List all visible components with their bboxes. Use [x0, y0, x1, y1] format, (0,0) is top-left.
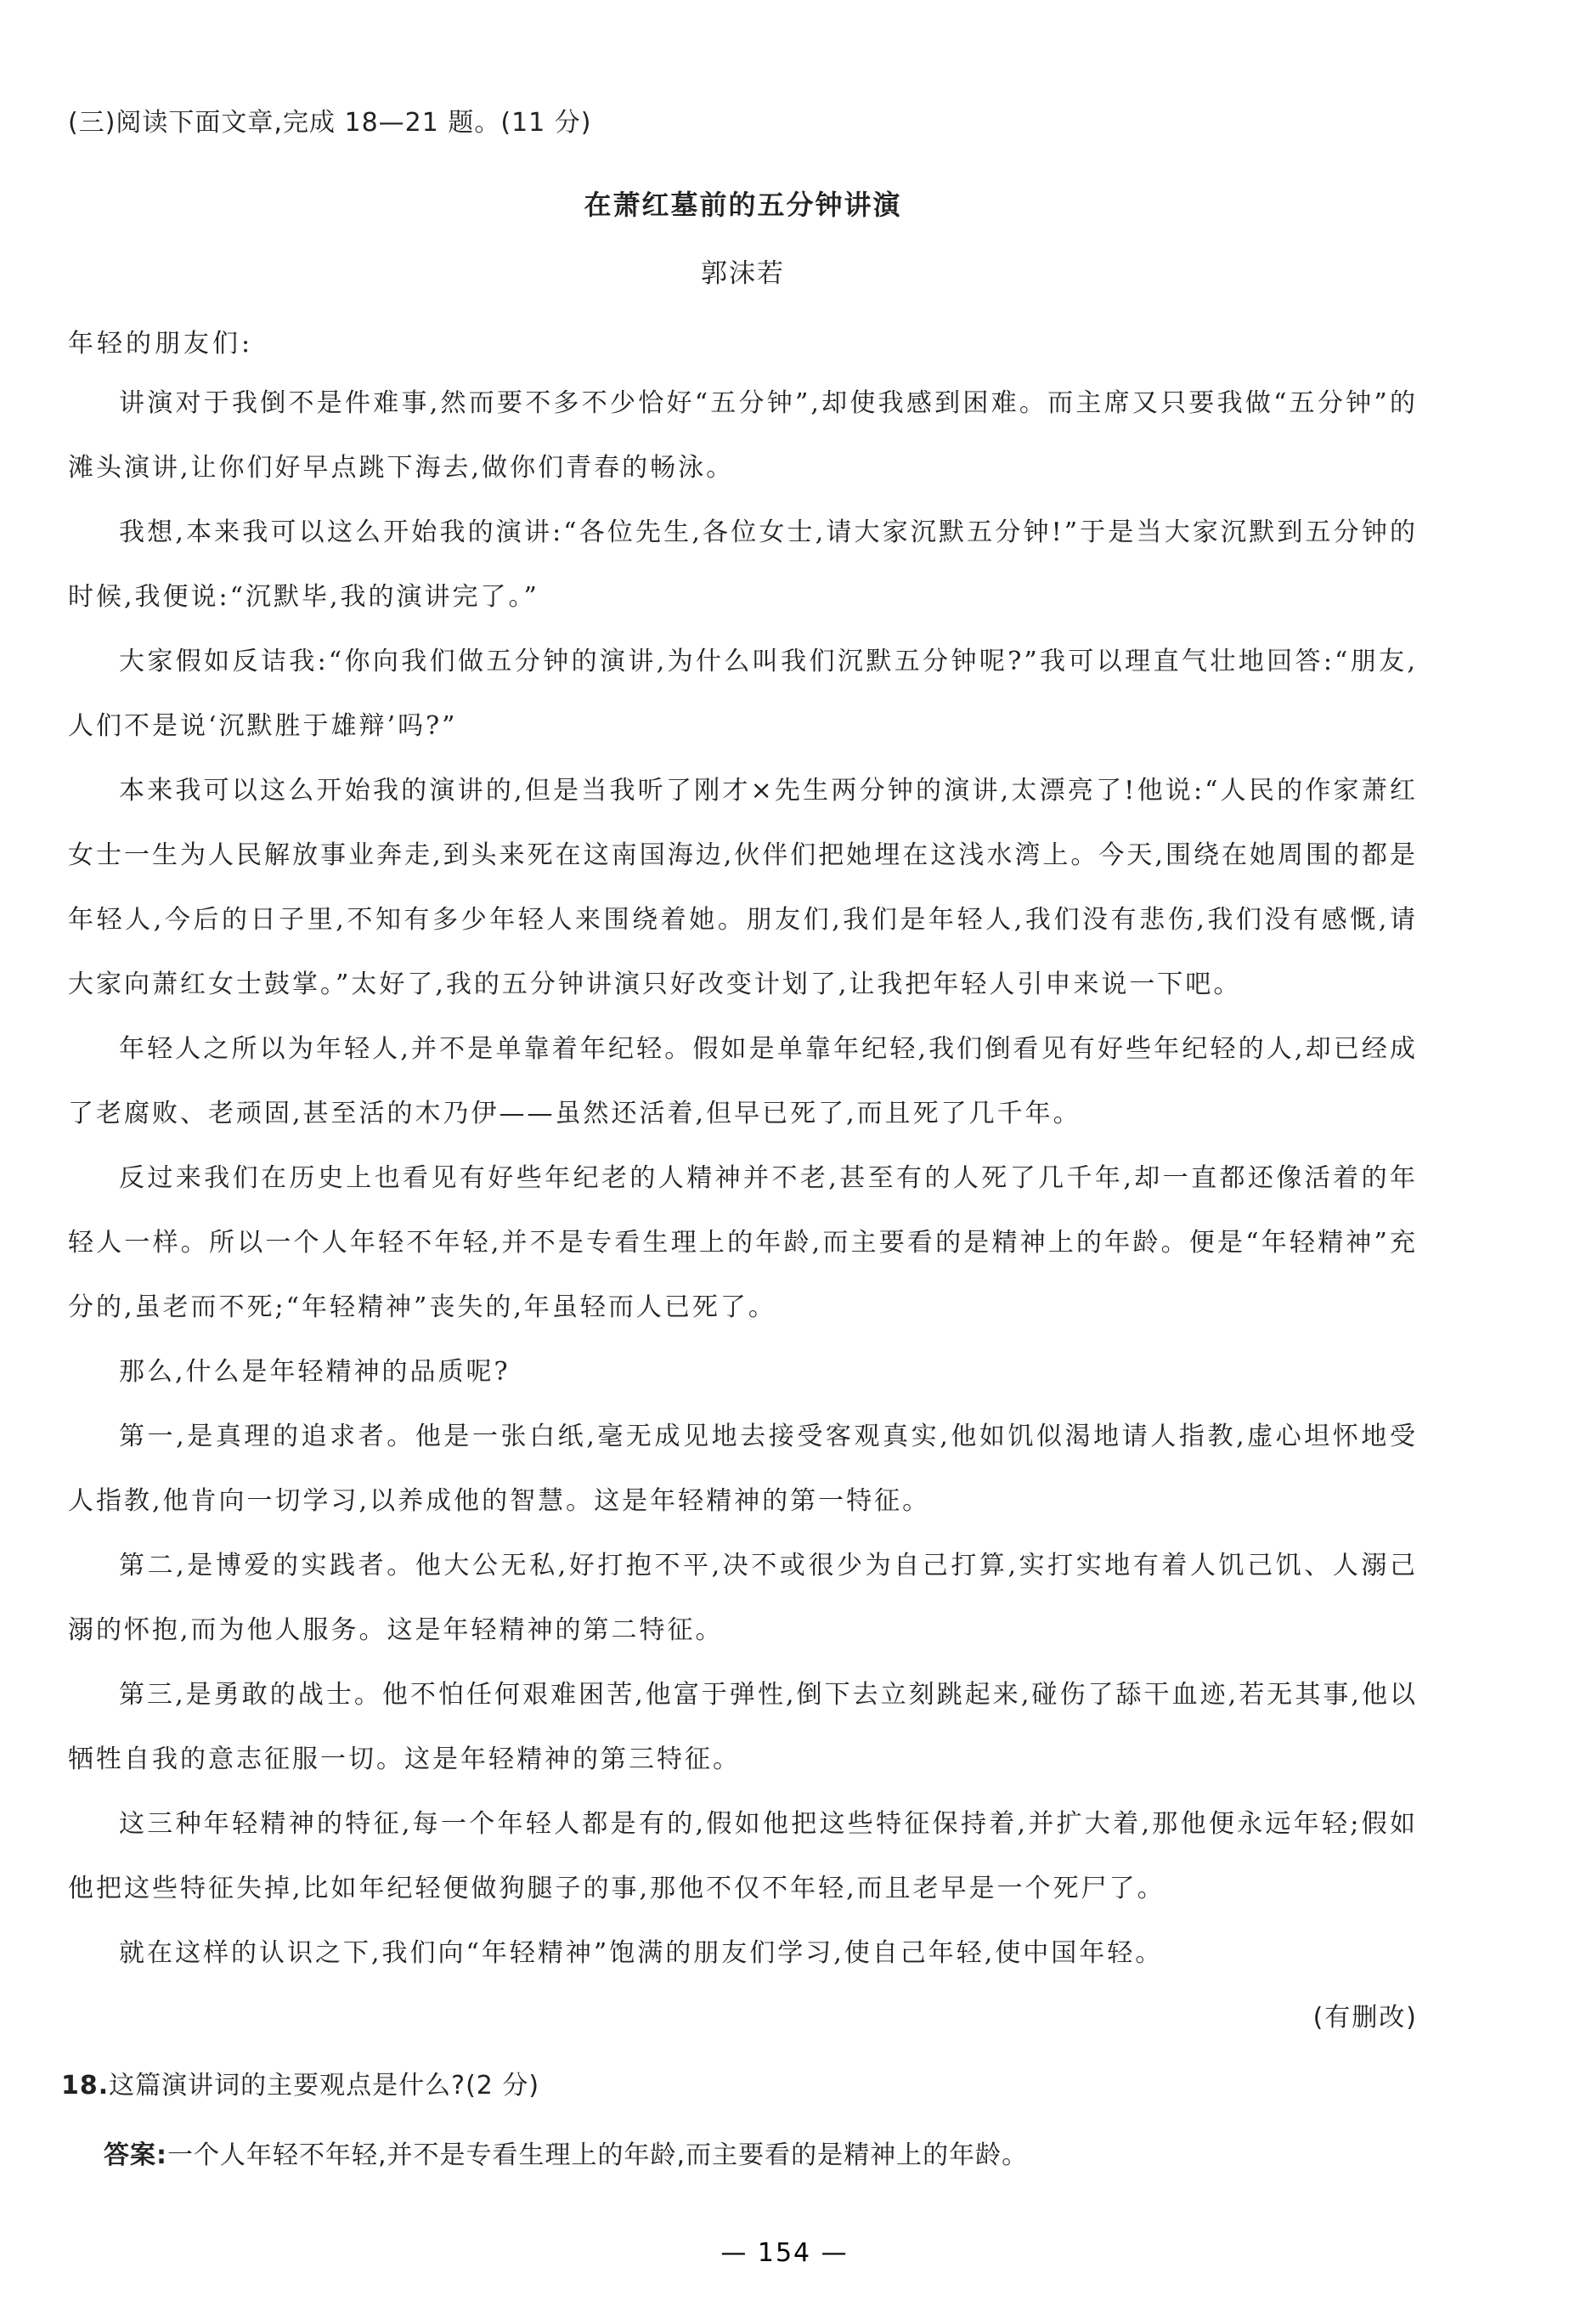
answer-label: 答案:	[104, 2140, 167, 2170]
paragraph: 反过来我们在历史上也看见有好些年纪老的人精神并不老,甚至有的人死了几千年,却一直都还像活着的年轻人一样。所以一个人年轻不年轻,并不是专看生理上的年龄,而主要看的是精神上的年龄。便是“年轻精神”充分的,虽老而不死;“年轻精神”丧失的,年虽轻而人已死了。	[68, 1163, 1418, 1322]
paragraph: 那么,什么是年轻精神的品质呢?	[119, 1357, 511, 1387]
answer-block	[104, 2134, 1418, 2171]
question-text: 这篇演讲词的主要观点是什么?(2 分)	[109, 2071, 540, 2101]
paragraph: 本来我可以这么开始我的演讲的,但是当我听了刚才×先生两分钟的演讲,太漂亮了!他说:“人民的作家萧红女士一生为人民解放事业奔走,到头来死在这南国海边,伙伴们把她埋在这浅水湾上。今天,围绕在她周围的都是年轻人,今后的日子里,不知有多少年轻人来围绕着她。朋友们,我们是年轻人,我们没有悲伤,我们没有感慨,请大家向萧红女士鼓掌。”太好了,我的五分钟讲演只好改变计划了,让我把年轻人引申来说一下吧。	[68, 776, 1418, 999]
question-number: 18.	[61, 2071, 110, 2101]
page-number: — 154 —	[720, 2238, 849, 2268]
paragraph: 第三,是勇敢的战士。他不怕任何艰难困苦,他富于弹性,倒下去立刻跳起来,碰伤了舔干血迹,若无其事,他以牺牲自我的意志征服一切。这是年轻精神的第三特征。	[68, 1680, 1418, 1774]
paragraph: 讲演对于我倒不是件难事,然而要不多不少恰好“五分钟”,却使我感到困难。而主席又只要我做“五分钟”的滩头演讲,让你们好早点跳下海去,做你们青春的畅泳。	[68, 388, 1418, 483]
article-author: 郭沫若	[701, 258, 785, 289]
salutation: 年轻的朋友们:	[68, 329, 254, 359]
paragraph: 第二,是博爱的实践者。他大公无私,好打抱不平,决不或很少为自己打算,实打实地有着人饥己饥、人溺己溺的怀抱,而为他人服务。这是年轻精神的第二特征。	[68, 1551, 1418, 1645]
answer-text: 一个人年轻不年轻,并不是专看生理上的年龄,而主要看的是精神上的年龄。	[167, 2140, 1029, 2170]
paragraph: 第一,是真理的追求者。他是一张白纸,毫无成见地去接受客观真实,他如饥似渴地请人指教,虚心坦怀地受人指教,他肯向一切学习,以养成他的智慧。这是年轻精神的第一特征。	[68, 1422, 1418, 1516]
question-18	[61, 2064, 1418, 2101]
paragraph: 我想,本来我可以这么开始我的演讲:“各位先生,各位女士,请大家沉默五分钟!”于是当大家沉默到五分钟的时候,我便说:“沉默毕,我的演讲完了。”	[68, 517, 1418, 612]
article-title: 在萧红墓前的五分钟讲演	[584, 189, 902, 221]
paragraph: 这三种年轻精神的特征,每一个年轻人都是有的,假如他把这些特征保持着,并扩大着,那他便永远年轻;假如他把这些特征失掉,比如年纪轻便做狗腿子的事,那他不仅不年轻,而且老早是一个死尸了。	[68, 1809, 1418, 1903]
article-body	[68, 371, 1418, 1986]
section-heading: (三)阅读下面文章,完成 18—21 题。(11 分)	[68, 108, 592, 138]
source-note: (有删改)	[1312, 2003, 1418, 2033]
paragraph: 大家假如反诘我:“你向我们做五分钟的演讲,为什么叫我们沉默五分钟呢?”我可以理直气壮地回答:“朋友,人们不是说‘沉默胜于雄辩’吗?”	[68, 647, 1418, 741]
paragraph: 年轻人之所以为年轻人,并不是单靠着年纪轻。假如是单靠年纪轻,我们倒看见有好些年纪轻的人,却已经成了老腐败、老顽固,甚至活的木乃伊——虽然还活着,但早已死了,而且死了几千年。	[68, 1034, 1418, 1128]
paragraph: 就在这样的认识之下,我们向“年轻精神”饱满的朋友们学习,使自己年轻,使中国年轻。	[119, 1938, 1164, 1968]
